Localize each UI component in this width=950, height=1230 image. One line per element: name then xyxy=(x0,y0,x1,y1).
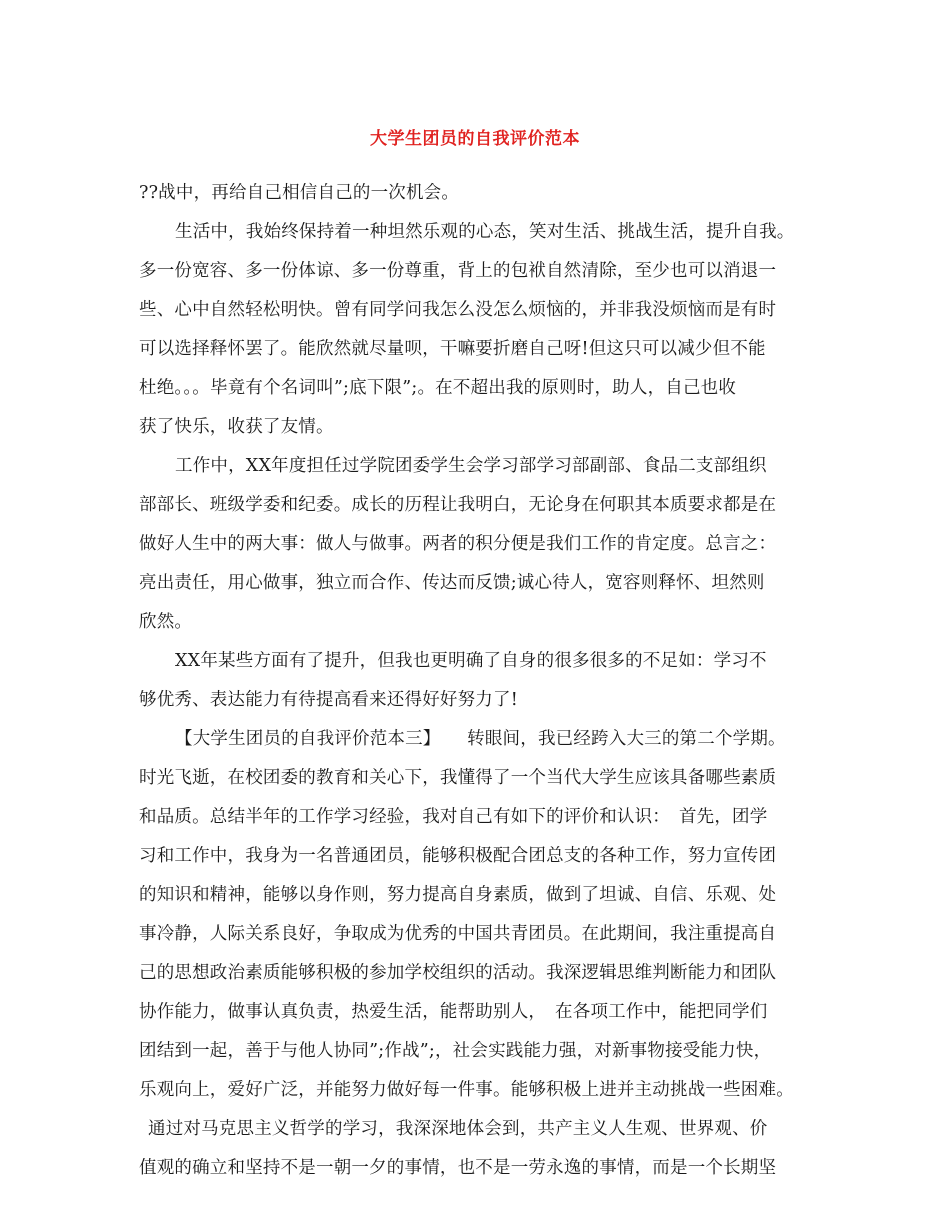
text-line: 和品质。总结半年的工作学习经验，我对自己有如下的评价和认识： 首先，团学 xyxy=(139,807,768,827)
text-line: 己的思想政治素质能够积极的参加学校组织的活动。我深逻辑思维判断能力和团队 xyxy=(139,963,777,983)
text-line: 团结到一起，善于与他人协同”;作战”;，社会实践能力强，对新事物接受能力快， xyxy=(139,1041,772,1061)
text-line: 习和工作中，我身为一名普通团员，能够积极配合团总支的各种工作，努力宣传团 xyxy=(139,846,777,866)
text-line: 欣然。 xyxy=(139,612,193,632)
text-line: 杜绝。。。毕竟有个名词叫”;底下限”;。在不超出我的原则时，助人，自己也收 xyxy=(139,378,737,398)
text-line: 做好人生中的两大事：做人与做事。两者的积分便是我们工作的肯定度。总言之： xyxy=(139,534,777,554)
text-line: 工作中，XX年度担任过学院团委学生会学习部学习部副部、食品二支部组织 xyxy=(175,456,767,476)
document-title: 大学生团员的自我评价范本 xyxy=(370,129,580,149)
text-line: 够优秀、表达能力有待提高看来还得好好努力了! xyxy=(139,690,518,710)
text-line: ??战中，再给自己相信自己的一次机会。 xyxy=(139,183,460,203)
text-line: 获了快乐，收获了友情。 xyxy=(139,417,334,437)
text-line: 些、心中自然轻松明快。曾有同学问我怎么没怎么烦恼的，并非我没烦恼而是有时 xyxy=(139,300,777,320)
text-line: 值观的确立和坚持不是一朝一夕的事情，也不是一劳永逸的事情，而是一个长期坚 xyxy=(139,1158,777,1178)
text-line: 的知识和精神，能够以身作则，努力提高自身素质，做到了坦诚、自信、乐观、处 xyxy=(139,885,777,905)
text-line: 【大学生团员的自我评价范本三】 转眼间，我已经跨入大三的第二个学期。 xyxy=(175,729,786,749)
text-line: 事冷静，人际关系良好，争取成为优秀的中国共青团员。在此期间，我注重提高自 xyxy=(139,924,777,944)
text-line: 生活中，我始终保持着一种坦然乐观的心态，笑对生活、挑战生活，提升自我。 xyxy=(175,222,795,242)
text-line: 通过对马克思主义哲学的学习，我深深地体会到，共产主义人生观、世界观、价 xyxy=(148,1119,768,1139)
text-line: 乐观向上，爱好广泛，并能努力做好每一件事。能够积极上进并主动挑战一些困难。 xyxy=(139,1080,794,1100)
text-line: XX年某些方面有了提升，但我也更明确了自身的很多很多的不足如：学习不 xyxy=(175,651,767,671)
text-line: 亮出责任，用心做事，独立而合作、传达而反馈;诚心待人，宽容则释怀、坦然则 xyxy=(139,573,765,593)
text-line: 多一份宽容、多一份体谅、多一份尊重，背上的包袱自然清除，至少也可以消退一 xyxy=(139,261,777,281)
text-line: 协作能力，做事认真负责，热爱生活，能帮助别人， 在各项工作中，能把同学们 xyxy=(139,1002,768,1022)
text-line: 时光飞逝，在校团委的教育和关心下，我懂得了一个当代大学生应该具备哪些素质 xyxy=(139,768,777,788)
text-line: 可以选择释怀罢了。能欣然就尽量呗，干嘛要折磨自己呀!但这只可以减少但不能 xyxy=(139,339,766,359)
text-line: 部部长、班级学委和纪委。成长的历程让我明白，无论身在何职其本质要求都是在 xyxy=(139,495,777,515)
